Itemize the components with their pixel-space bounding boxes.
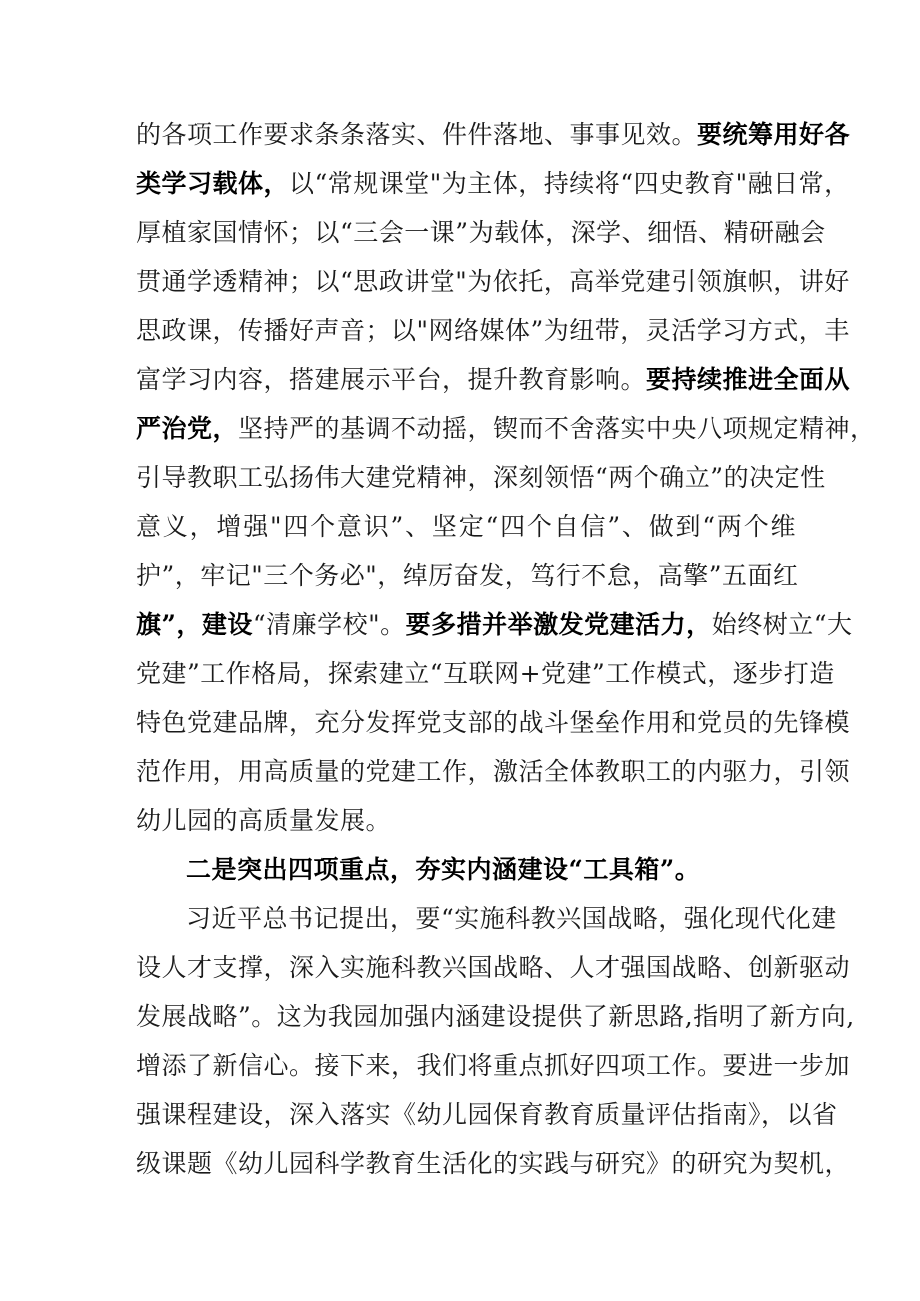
text-run: 富学习内容，搭建展示平台，提升教育影响。 (136, 365, 647, 394)
paragraph-2-line-1: 习近平总书记提出，要“实施科教兴国战略，强化现代化建 (186, 904, 837, 933)
section-heading-2: 二是突出四项重点，夯实内涵建设“工具箱”。 (186, 855, 701, 884)
paragraph-2-line-5: 强课程建设，深入落实《幼儿园保育教育质量评估指南》，以省 (136, 1100, 838, 1129)
paragraph-2-line-2: 设人才支撑，深入实施科教兴国战略、人才强国战略、创新驱动 (136, 953, 851, 982)
text-run: 始终树立“大 (711, 610, 853, 639)
paragraph-1-line-12: 党建”工作格局，探索建立“互联网+党建”工作模式，逐步打造 (136, 659, 835, 688)
text-run: 的各项工作要求条条落实、件件落地、事事见效。 (136, 120, 698, 149)
paragraph-1-line-11 (136, 600, 853, 649)
paragraph-1-line-13: 特色党建品牌，充分发挥党支部的战斗堡垒作用和党员的先锋模 (136, 708, 851, 737)
paragraph-1-line-5: 思政课，传播好声音；以"网络媒体”为纽带，灵活学习方式，丰 (136, 316, 850, 345)
paragraph-2-line-6: 级课题《幼儿园科学教育生活化的实践与研究》的研究为契机， (136, 1149, 851, 1178)
paragraph-2-line-4: 增添了新信心。接下来，我们将重点抓好四项工作。要进一步加 (136, 1051, 851, 1080)
bold-run: 要多措并举激发党建活力， (405, 610, 712, 639)
paragraph-1-line-6 (136, 355, 851, 404)
paragraph-1-line-7 (136, 404, 876, 453)
bold-run: 类学习载体， (136, 169, 290, 198)
paragraph-1-line-10: 护”，牢记"三个务必"，绰厉奋发，笃行不怠，高擎”五面红 (136, 561, 799, 590)
text-run: 以“常规课堂"为主体，持续将“四史教育"融日常， (289, 169, 850, 198)
bold-run: 要统筹用好各 (697, 120, 851, 149)
paragraph-2-line-3: 发展战略”。这为我园加强内涵建设提供了新思路,指明了新方向, (136, 1002, 855, 1031)
paragraph-1-line-9: 意义，增强"四个意识”、坚定“四个自信”、做到“两个维 (136, 512, 796, 541)
bold-run: 要持续推进全面从 (646, 365, 851, 394)
paragraph-1-line-14: 范作用，用高质量的党建工作，激活全体教职工的内驱力，引领 (136, 757, 851, 786)
paragraph-1-line-15: 幼儿园的高质量发展。 (136, 806, 392, 835)
text-run: 坚持严的基调不动摇，锲而不舍落实中央八项规定精神， (238, 414, 876, 443)
paragraph-1-line-2 (136, 159, 850, 208)
paragraph-1-line-4: 贯通学透精神；以“思政讲堂"为依托，高举党建引领旗帜，讲好 (136, 267, 850, 296)
paragraph-1-line-3: 厚植家国情怀；以“三会一课”为载体，深学、细悟、精研融会 (136, 218, 826, 247)
paragraph-1-line-1 (136, 110, 851, 159)
bold-run: 严治党， (136, 414, 239, 443)
bold-run: 旗”，建设 (136, 610, 253, 639)
text-run: “清廉学校"。 (252, 610, 406, 639)
paragraph-1-line-8: 引导教职工弘扬伟大建党精神，深刻领悟“两个确立”的决定性 (136, 463, 826, 492)
